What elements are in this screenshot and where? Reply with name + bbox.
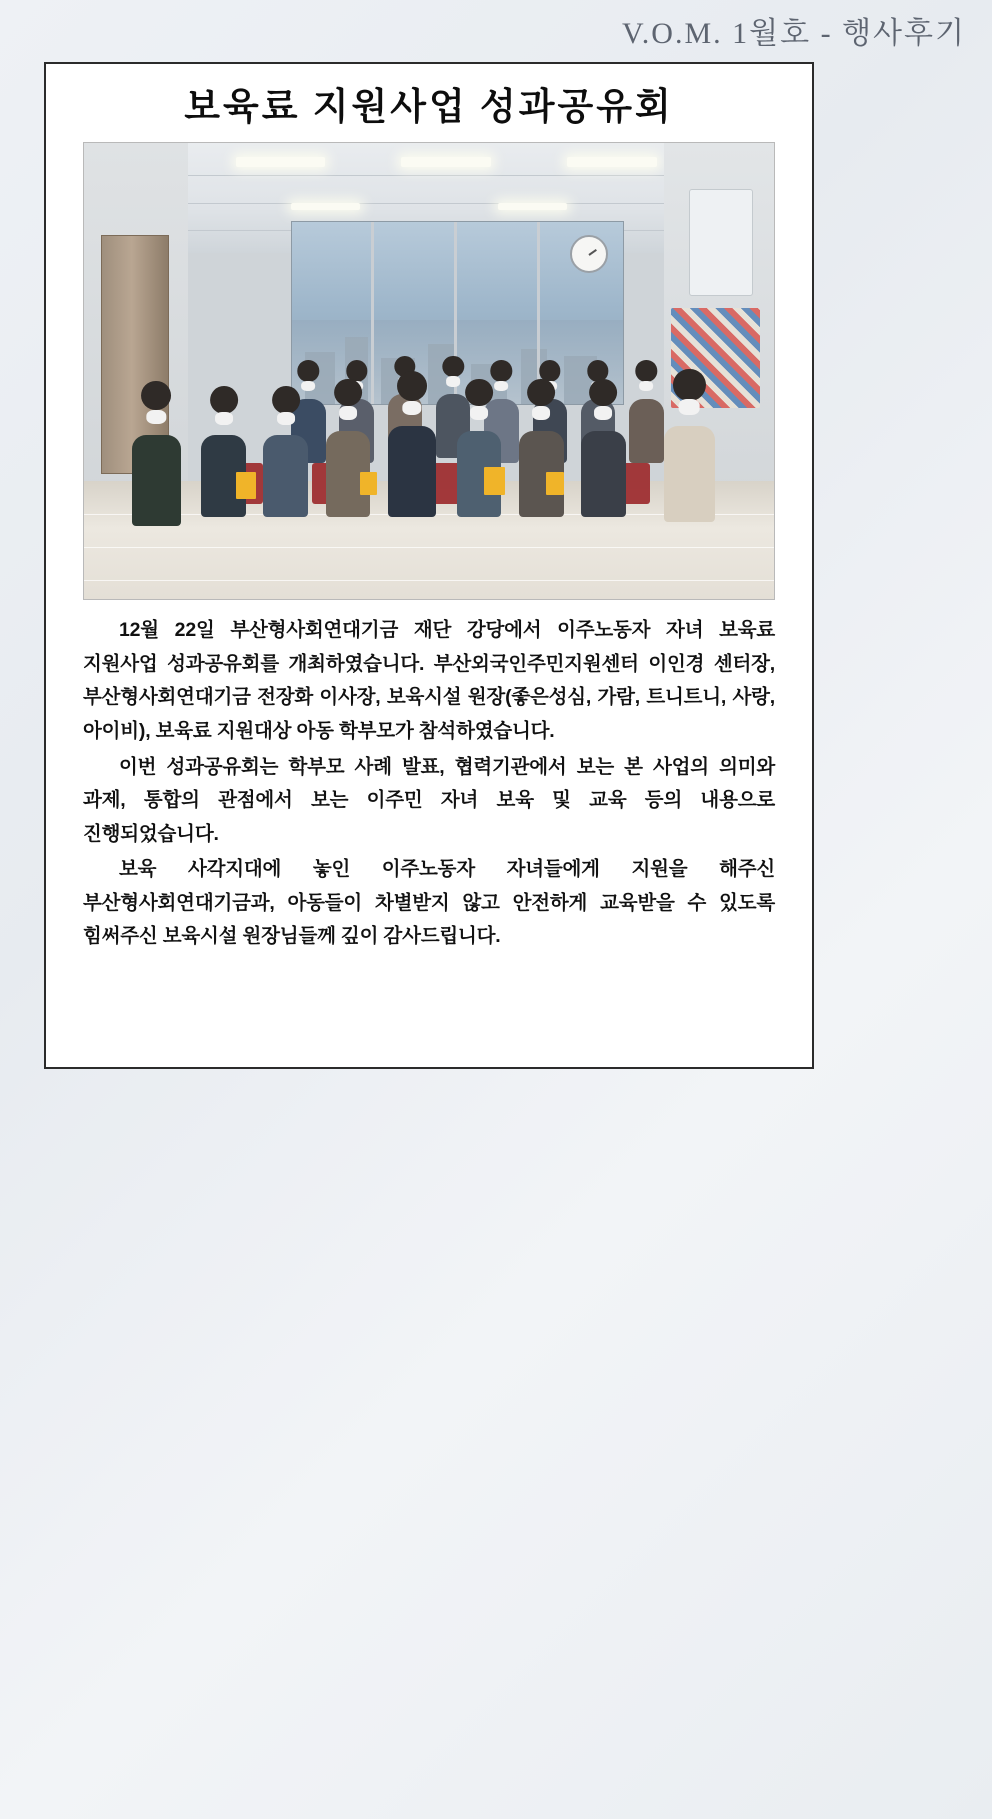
photo-floor-line [84,580,774,581]
article-body [83,614,775,953]
photo-ceiling-light [401,157,491,167]
photo-booklet [360,472,377,495]
photo-floor-line [84,547,774,548]
photo-booklet [546,472,563,495]
article-frame [44,62,814,1069]
photo-attendee-presenter [388,426,436,517]
article-title: 보육료 지원사업 성과공유회 [184,87,674,128]
photo-ceiling-light [567,157,657,167]
article-paragraph: 보육 사각지대에 놓인 이주노동자 자녀들에게 지원을 해주신 부산형사회연대기금과, 아동들이 차별받지 않고 안전하게 교육받을 수 있도록 힘써주신 보육시설 원장님들께 깊이 감사드립니다. [83,858,775,948]
article-paragraph: 12월 22일 부산형사회연대기금 재단 강당에서 이주노동자 자녀 보육료 지원사업 성과공유회를 개최하였습니다. 부산외국인주민지원센터 이인경 센터장, 부산형사회연대기금 전장화 이사장, 보육시설 원장(좋은성심, 가람, 트니트니, 사랑, 아이비), 보육료 지원대상 아동 학부모가 참석하였습니다. [83,619,775,742]
page-header [0,0,992,60]
newsletter-issue-title: V.O.M. 1월호 - 행사후기 [621,17,966,50]
photo-ceiling-light [236,157,326,167]
photo-booklet [484,467,505,494]
event-group-photo [83,142,775,600]
article-paragraph: 이번 성과공유회는 학부모 사례 발표, 협력기관에서 보는 본 사업의 의미와 과제, 통합의 관점에서 보는 이주민 자녀 보육 및 교육 등의 내용으로 진행되었습니다. [83,755,775,845]
wall-clock-icon [570,235,608,273]
photo-attendee [629,399,664,463]
photo-attendee [132,435,180,526]
photo-window-mullion [537,222,540,404]
photo-attendee [263,435,308,517]
photo-window-mullion [371,222,374,404]
photo-ceiling-light [498,203,567,210]
photo-attendee [664,426,716,522]
photo-ceiling-light [291,203,360,210]
photo-booklet [236,472,257,499]
wifi-icon [689,189,753,296]
photo-attendee [581,431,626,518]
